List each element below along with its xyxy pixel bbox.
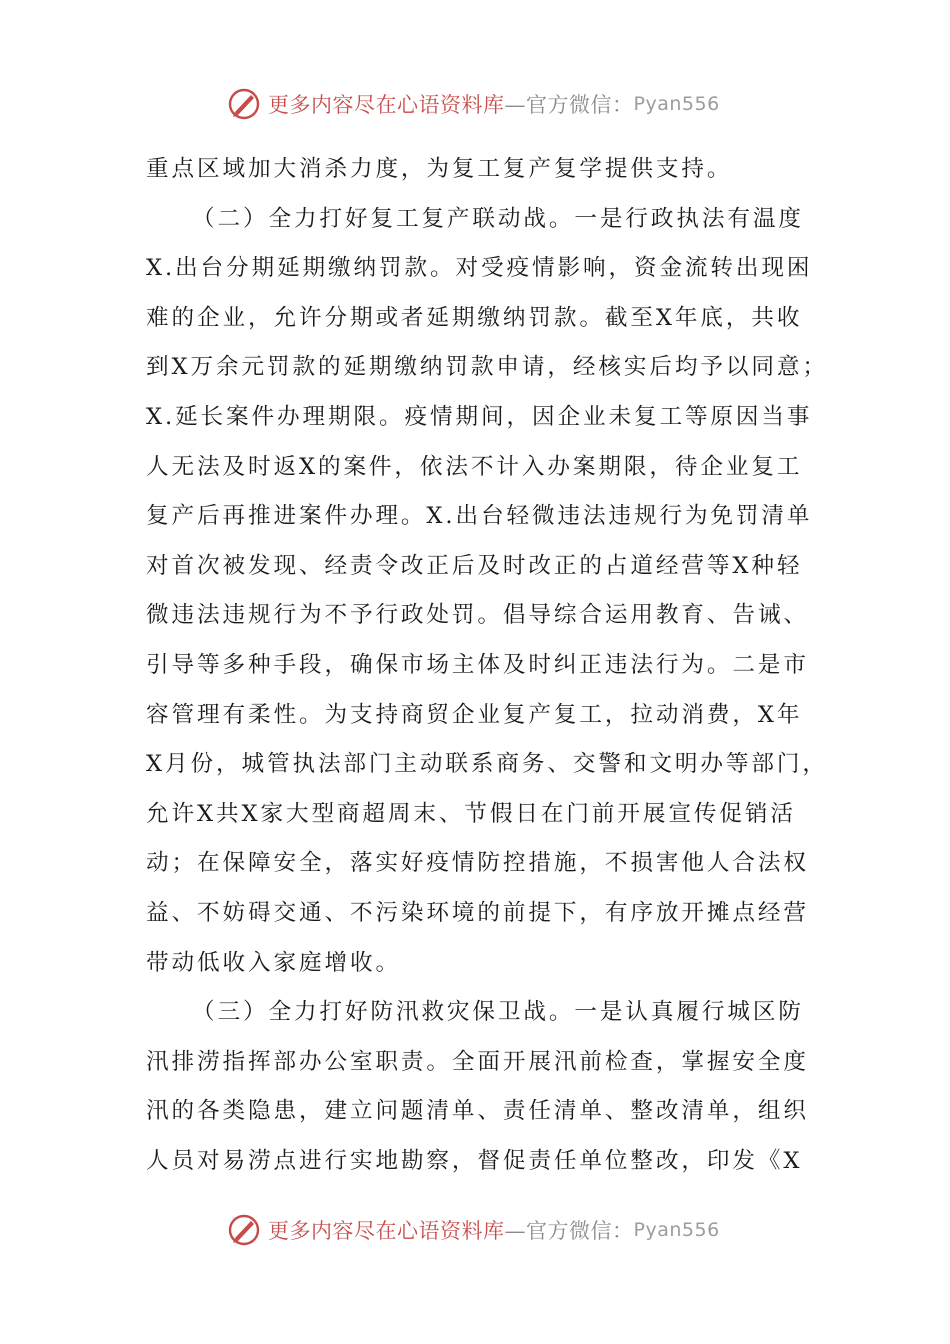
- text-line: 汛排涝指挥部办公室职责。全面开展汛前检查，掌握安全度: [146, 1048, 809, 1075]
- text-line: 允许X共X家大型商超周末、节假日在门前开展宣传促销活: [146, 800, 796, 827]
- text-line: 重点区域加大消杀力度，为复工复产复学提供支持。: [146, 156, 733, 182]
- header-watermark-banner: [226, 84, 720, 124]
- pen-logo-icon: [226, 86, 262, 122]
- text-line: 微违法违规行为不予行政处罚。倡导综合运用教育、告诫、: [146, 602, 809, 629]
- text-line: 复产后再推进案件办理。X.出台轻微违法违规行为免罚清单: [146, 503, 813, 530]
- section-heading-line: （二）全力打好复工复产联动战。一是行政执法有温度: [192, 205, 804, 232]
- text-line: 引导等多种手段，确保市场主体及时纠正违法行为。二是市: [146, 651, 809, 678]
- text-line: 到X万余元罚款的延期缴纳罚款申请，经核实后均予以同意；: [146, 354, 828, 381]
- text-line: 难的企业，允许分期或者延期缴纳罚款。截至X年底，共收: [146, 304, 803, 331]
- text-line: 动；在保障安全，落实好疫情防控措施，不损害他人合法权: [146, 850, 809, 877]
- banner-wechat-id: Pyan556: [633, 1219, 720, 1241]
- text-line: X.延长案件办理期限。疫情期间，因企业未复工等原因当事: [146, 403, 813, 430]
- section-heading-line: （三）全力打好防汛救灾保卫战。一是认真履行城区防: [192, 999, 804, 1026]
- banner-main-text: 更多内容尽在心语资料库: [268, 93, 505, 117]
- text-line: 带动低收入家庭增收。: [146, 949, 401, 976]
- text-line: X月份，城管执法部门主动联系商务、交警和文明办等部门，: [146, 751, 828, 778]
- text-line: 汛的各类隐患，建立问题清单、责任清单、整改清单，组织: [146, 1098, 809, 1125]
- banner-main-text: 更多内容尽在心语资料库: [268, 1219, 505, 1243]
- document-body: [146, 145, 828, 1186]
- text-line: 容管理有柔性。为支持商贸企业复产复工，拉动消费，X年: [146, 701, 803, 728]
- text-line: 人无法及时返X的案件，依法不计入办案期限，待企业复工: [146, 453, 803, 480]
- banner-sub-text: —官方微信：: [504, 1219, 634, 1243]
- pen-logo-icon: [226, 1212, 262, 1248]
- text-line: 益、不妨碍交通、不污染环境的前提下，有序放开摊点经营: [146, 899, 809, 926]
- footer-watermark-banner: [226, 1210, 720, 1250]
- banner-wechat-id: Pyan556: [633, 93, 720, 115]
- text-line: 对首次被发现、经责令改正后及时改正的占道经营等X种轻: [146, 552, 803, 579]
- banner-sub-text: —官方微信：: [504, 93, 634, 117]
- text-line: 人员对易涝点进行实地勘察，督促责任单位整改，印发《X: [146, 1147, 803, 1174]
- text-line: X.出台分期延期缴纳罚款。对受疫情影响，资金流转出现困: [146, 255, 813, 282]
